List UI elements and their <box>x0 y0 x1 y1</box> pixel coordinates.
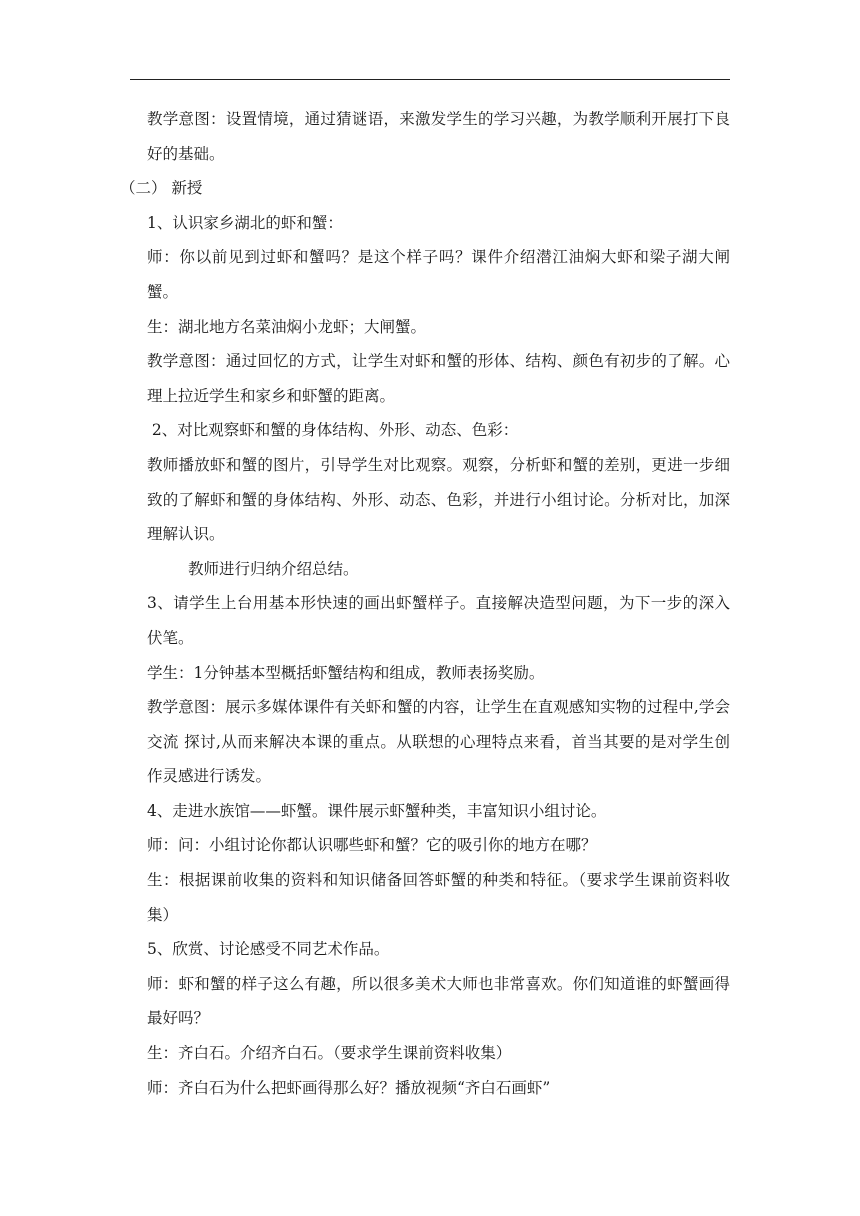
paragraph-item-3: 3、请学生上台用基本形快速的画出虾蟹样子。直接解决造型问题，为下一步的深入伏笔。 <box>147 594 730 647</box>
paragraph-item-5: 5、欣赏、讨论感受不同艺术作品。 <box>147 940 390 959</box>
document-body <box>120 102 730 1105</box>
paragraph-teacher-4: 师：虾和蟹的样子这么有趣，所以很多美术大师也非常喜欢。你们知道谁的虾蟹画得最好吗？ <box>147 974 730 1028</box>
section-heading-new-lesson: （二） 新授 <box>120 179 203 198</box>
paragraph-item-4: 4、走进水族馆——虾蟹。课件展示虾蟹种类，丰富知识小组讨论。 <box>147 801 607 820</box>
paragraph-student-3: 生：根据课前收集的资料和知识储备回答虾蟹的种类和特征。（要求学生课前资料收集） <box>147 871 730 924</box>
header-rule <box>130 79 730 80</box>
paragraph-student-1: 生：湖北地方名菜油焖小龙虾；大闸蟹。 <box>147 317 427 336</box>
paragraph-item-1: 1、认识家乡湖北的虾和蟹： <box>147 213 343 232</box>
paragraph-teacher-5: 师：齐白石为什么把虾画得那么好？播放视频“齐白石画虾” <box>147 1078 551 1097</box>
paragraph-teacher-1: 师：你以前见到过虾和蟹吗？是这个样子吗？课件介绍潜江油焖大虾和梁子湖大闸蟹。 <box>147 248 730 301</box>
paragraph-teacher-3: 师：问：小组讨论你都认识哪些虾和蟹？它的吸引你的地方在哪？ <box>147 836 597 855</box>
paragraph-student-4: 生：齐白石。介绍齐白石。（要求学生课前资料收集） <box>147 1044 512 1063</box>
paragraph-item-2: 2、对比观察虾和蟹的身体结构、外形、动态、色彩： <box>147 421 519 440</box>
paragraph-teacher-2: 教师播放虾和蟹的图片，引导学生对比观察。观察，分析虾和蟹的差别，更进一步细致的了解虾和蟹的身体结构、外形、动态、色彩，并进行小组讨论。分析对比，加深理解认识。 <box>147 455 730 544</box>
paragraph-student-2: 学生：1分钟基本型概括虾蟹结构和组成，教师表扬奖励。 <box>147 663 545 682</box>
paragraph-teaching-intent-2: 教学意图：通过回忆的方式，让学生对虾和蟹的形体、结构、颜色有初步的了解。心理上拉近学生和家乡和虾蟹的距离。 <box>147 352 730 405</box>
paragraph-summary: 教师进行归纳介绍总结。 <box>188 559 359 578</box>
paragraph-teaching-intent-3: 教学意图：展示多媒体课件有关虾和蟹的内容，让学生在直观感知实物的过程中,学会交流 探讨,从而来解决本课的重点。从联想的心理特点来看，首当其要的是对学生创作灵感进行诱发。 <box>147 698 730 786</box>
paragraph-teaching-intent-1: 教学意图：设置情境，通过猜谜语，来激发学生的学习兴趣，为教学顺利开展打下良好的基础。 <box>147 110 730 163</box>
